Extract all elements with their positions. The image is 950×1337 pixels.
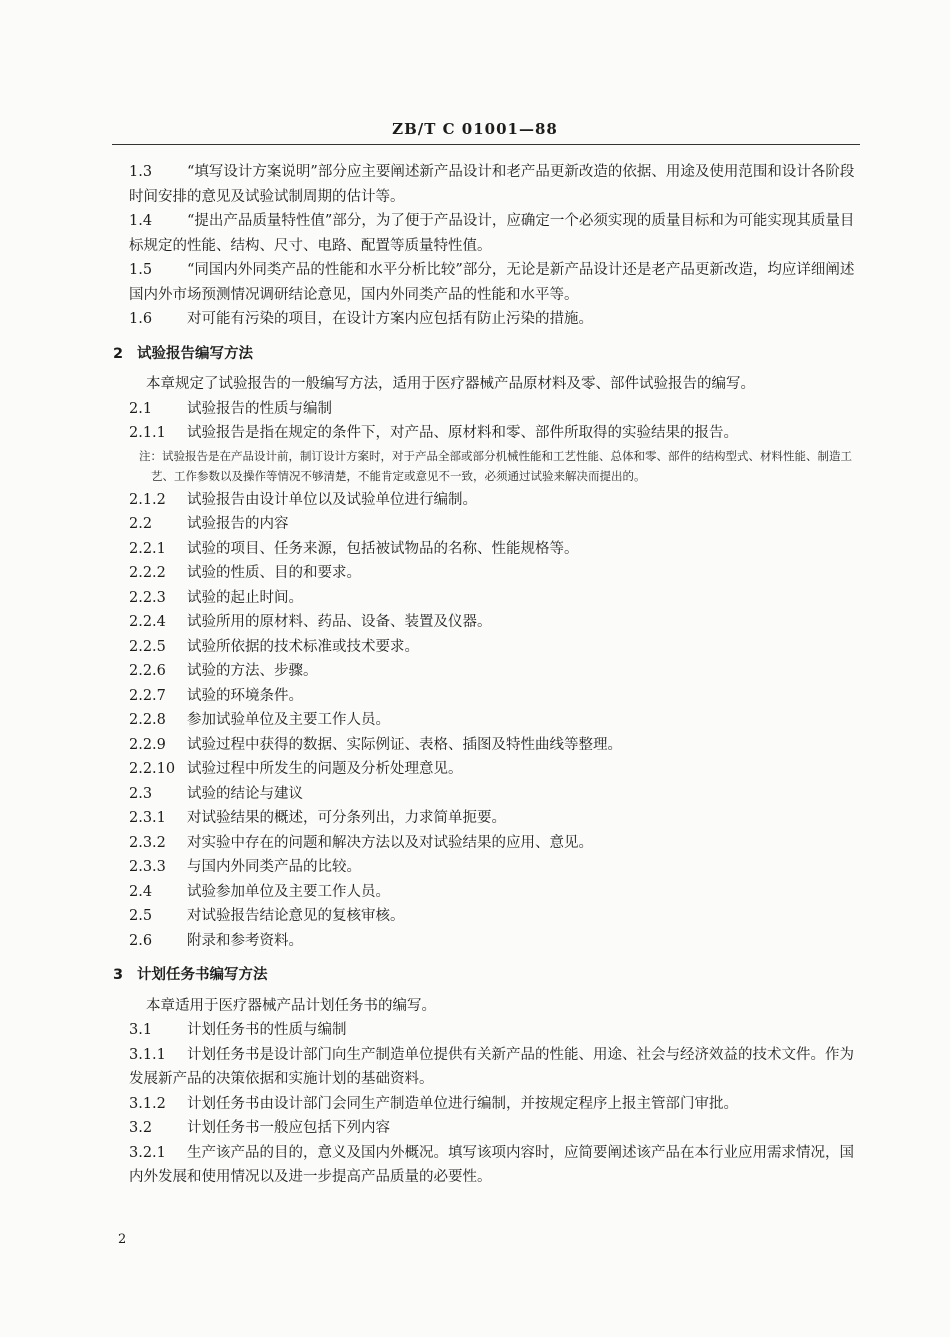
clause-item <box>113 209 858 258</box>
clause-number: 2.2.2 <box>129 565 166 581</box>
clause-text: 对试验报告结论意见的复核审核。 <box>187 908 405 924</box>
clause-item <box>113 586 858 611</box>
clause-number: 2.2.10 <box>129 761 176 777</box>
clause-number: 1.6 <box>129 311 153 327</box>
clause-number: 2.2.7 <box>129 687 166 704</box>
header-rule <box>112 144 860 145</box>
clause-number: 2.1 <box>129 400 153 417</box>
clause-number: 2.6 <box>129 932 153 949</box>
clause-item <box>113 258 858 307</box>
clause-item <box>113 561 858 586</box>
clause-text: 对试验结果的概述，可分条列出，力求简单扼要。 <box>187 810 506 826</box>
section3-intro: 本章适用于医疗器械产品计划任务书的编写。 <box>146 997 436 1014</box>
clause-text: 试验报告的性质与编制 <box>187 400 332 417</box>
section3-title: 计划任务书编写方法 <box>137 967 268 983</box>
clause-item <box>113 1092 858 1117</box>
clause-text: 试验报告由设计单位以及试验单位进行编制。 <box>187 491 477 508</box>
clause-text: 计划任务书由设计部门会同生产制造单位进行编制，并按规定程序上报主管部门审批。 <box>187 1095 738 1112</box>
clause-item <box>113 684 858 709</box>
clause-number: 3.2 <box>129 1120 153 1136</box>
clause-number: 2.2.6 <box>129 663 166 679</box>
clause-number: 2.2.1 <box>129 540 166 557</box>
clause-text: 计划任务书一般应包括下列内容 <box>187 1120 390 1136</box>
clause-item <box>113 512 858 537</box>
clause-item <box>113 806 858 831</box>
clause-number: 1.5 <box>129 262 153 278</box>
section2-items-a <box>113 397 858 446</box>
clause-number: 2.1.1 <box>129 425 166 441</box>
clause-text: 试验的环境条件。 <box>187 687 303 704</box>
clause-item <box>113 307 858 332</box>
clause-text: “填写设计方案说明”部分应主要阐述新产品设计和老产品更新改造的依据、用途及使用范围和设计各阶段时间安排的意见及试验试制周期的估计等。 <box>129 164 855 205</box>
section2-intro: 本章规定了试验报告的一般编写方法，适用于医疗器械产品原材料及零、部件试验报告的编写。 <box>146 376 755 392</box>
clause-text: 试验报告的内容 <box>187 516 289 532</box>
clause-item <box>113 929 858 954</box>
clause-item <box>113 1116 858 1141</box>
section2-items-b <box>113 488 858 954</box>
clause-text: 对实验中存在的问题和解决方法以及对试验结果的应用、意见。 <box>187 834 593 851</box>
clause-text: “提出产品质量特性值”部分，为了便于产品设计，应确定一个必须实现的质量目标和为可能实现其质量目标规定的性能、结构、尺寸、电路、配置等质量特性值。 <box>129 213 855 254</box>
clause-item <box>113 659 858 684</box>
clause-number: 2.1.2 <box>129 491 166 508</box>
clause-item <box>113 855 858 880</box>
clause-item <box>113 537 858 562</box>
clause-text: “同国内外同类产品的性能和水平分析比较”部分，无论是新产品设计还是老产品更新改造，均应详细阐述国内外市场预测情况调研结论意见，国内外同类产品的性能和水平等。 <box>129 262 855 303</box>
clause-text: 试验的结论与建议 <box>187 785 303 802</box>
clause-number: 2.3.3 <box>129 859 166 875</box>
clause-number: 2.2.5 <box>129 638 166 655</box>
clause-text: 试验的项目、任务来源，包括被试物品的名称、性能规格等。 <box>187 540 579 557</box>
section3-heading <box>113 963 858 988</box>
clause-number: 3.1.1 <box>129 1046 166 1063</box>
clause-item <box>113 397 858 422</box>
clause-item <box>113 757 858 782</box>
clause-number: 1.4 <box>129 213 153 229</box>
clause-text: 试验所用的原材料、药品、设备、装置及仪器。 <box>187 614 492 630</box>
clause-item <box>113 160 858 209</box>
clause-text: 试验的性质、目的和要求。 <box>187 565 361 581</box>
clause-number: 3.1 <box>129 1022 153 1038</box>
clause-text: 参加试验单位及主要工作人员。 <box>187 712 390 728</box>
clause-item <box>113 733 858 758</box>
clause-item <box>113 635 858 660</box>
clause-number: 1.3 <box>129 164 153 180</box>
clause-text: 生产该产品的目的，意义及国内外概况。填写该项内容时，应简要阐述该产品在本行业应用需求情况，国内外发展和使用情况以及进一步提高产品质量的必要性。 <box>129 1144 854 1185</box>
clause-item <box>113 488 858 513</box>
clause-number: 2.5 <box>129 908 153 924</box>
clause-item <box>113 1141 858 1190</box>
page-content <box>113 160 858 1190</box>
clause-number: 3.2.1 <box>129 1144 166 1161</box>
clause-text: 试验参加单位及主要工作人员。 <box>187 883 390 900</box>
clause-item <box>113 1043 858 1092</box>
clause-text: 对可能有污染的项目，在设计方案内应包括有防止污染的措施。 <box>187 311 593 327</box>
clause-item <box>113 880 858 905</box>
clause-number: 2.2.3 <box>129 589 166 606</box>
clause-number: 2.2.9 <box>129 736 166 753</box>
clause-item <box>113 610 858 635</box>
clause-number: 2.4 <box>129 883 153 900</box>
clause-number: 2.2 <box>129 516 153 532</box>
clause-text: 试验过程中获得的数据、实际例证、表格、插图及特性曲线等整理。 <box>187 736 622 753</box>
section2-note: 注：试验报告是在产品设计前，制订设计方案时，对于产品全部或部分机械性能和工艺性能、总体和零、部件的结构型式、材料性能、制造工艺、工作参数以及操作等情况不够清楚，不能肯定或意见不一致，必须通过试验来解决而提出的。 <box>139 448 852 483</box>
clause-text: 附录和参考资料。 <box>187 932 303 949</box>
section1-items <box>113 160 858 332</box>
section3-number: 3 <box>113 967 124 983</box>
clause-number: 2.3.1 <box>129 810 166 826</box>
clause-text: 试验报告是指在规定的条件下，对产品、原材料和零、部件所取得的实验结果的报告。 <box>187 425 738 441</box>
clause-number: 2.2.8 <box>129 712 166 728</box>
clause-text: 试验的方法、步骤。 <box>187 663 318 679</box>
clause-number: 2.3.2 <box>129 834 166 851</box>
clause-number: 2.2.4 <box>129 614 166 630</box>
clause-text: 试验过程中所发生的问题及分析处理意见。 <box>187 761 463 777</box>
section2-number: 2 <box>113 345 124 362</box>
standard-code-header: ZB/T C 01001—88 <box>392 120 558 138</box>
section2-title: 试验报告编写方法 <box>137 345 253 362</box>
clause-item <box>113 782 858 807</box>
section2-heading <box>113 342 858 367</box>
clause-text: 计划任务书的性质与编制 <box>187 1022 347 1038</box>
clause-item <box>113 1018 858 1043</box>
clause-number: 3.1.2 <box>129 1095 166 1112</box>
clause-item <box>113 831 858 856</box>
clause-item <box>113 421 858 446</box>
page-number: 2 <box>118 1232 127 1247</box>
clause-text: 与国内外同类产品的比较。 <box>187 859 361 875</box>
clause-text: 试验的起止时间。 <box>187 589 303 606</box>
clause-number: 2.3 <box>129 785 153 802</box>
clause-item <box>113 708 858 733</box>
clause-text: 试验所依据的技术标准或技术要求。 <box>187 638 419 655</box>
clause-item <box>113 904 858 929</box>
clause-text: 计划任务书是设计部门向生产制造单位提供有关新产品的性能、用途、社会与经济效益的技术文件。作为发展新产品的决策依据和实施计划的基础资料。 <box>129 1046 854 1087</box>
section3-items <box>113 1018 858 1190</box>
